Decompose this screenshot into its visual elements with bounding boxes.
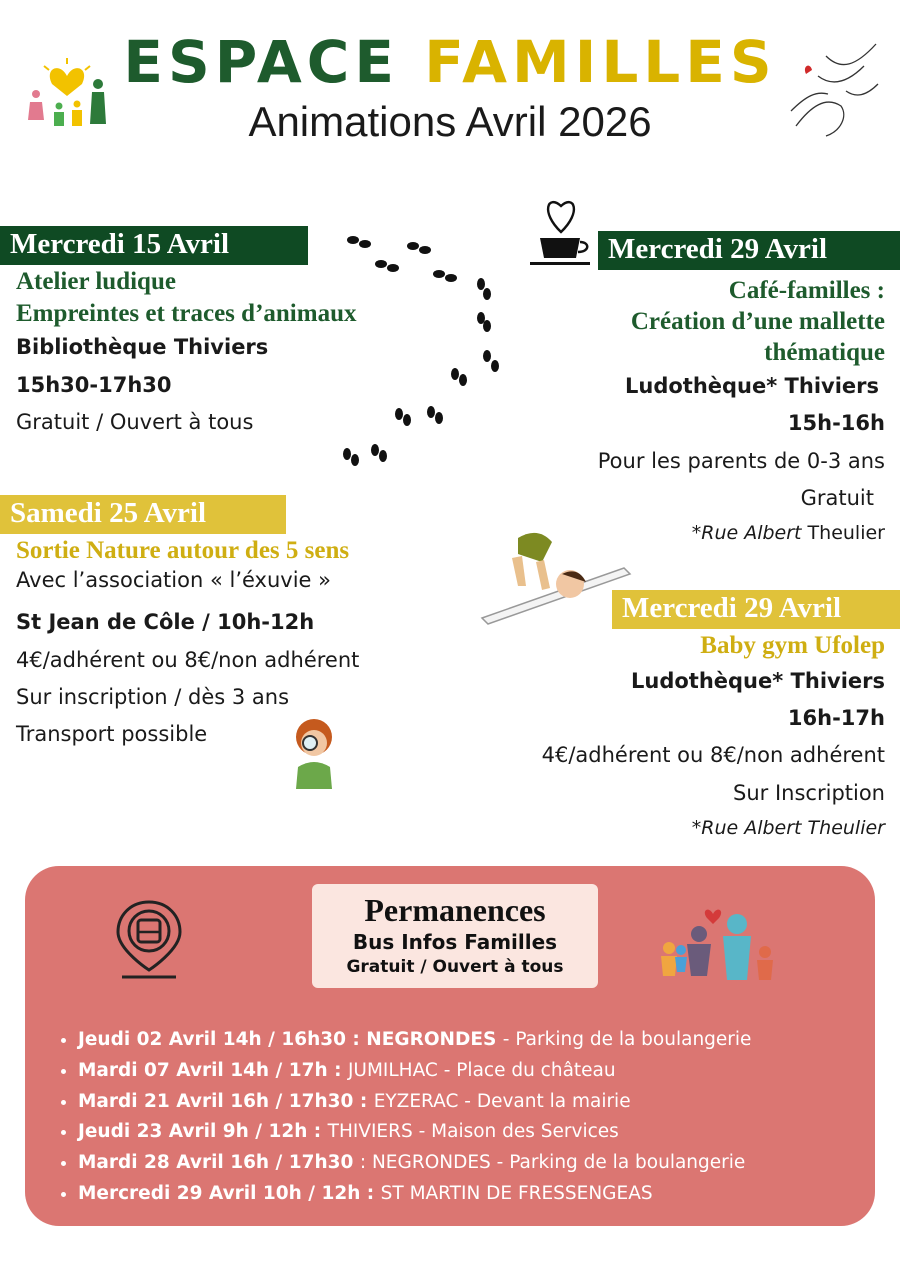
title-word-familles: FAMILLES <box>424 28 777 96</box>
schedule-item-when: Jeudi 23 Avril 9h / 12h : <box>78 1121 328 1143</box>
event3-transport: Transport possible <box>16 722 208 746</box>
event4-date-banner: Mercredi 29 Avril <box>612 590 900 629</box>
family-heart-logo-icon <box>22 54 112 134</box>
schedule-item-when: Jeudi 02 Avril 14h / 16h30 : NEGRONDES <box>78 1029 503 1050</box>
event4-price: 4€/adhérent ou 8€/non adhérent <box>541 743 885 767</box>
animal-footprints-icon <box>335 228 515 473</box>
family-group-icon <box>655 900 783 996</box>
event2-place: Ludothèque* Thiviers <box>625 374 879 398</box>
permanences-title: Permanences <box>364 892 546 928</box>
coffee-cup-heart-icon <box>528 192 594 268</box>
event1-date-banner: Mercredi 15 Avril <box>0 226 308 265</box>
event3-title: Sortie Nature autour des 5 sens <box>16 537 350 564</box>
event2-note-italic: *Rue Albert <box>691 522 802 544</box>
schedule-item-when: Mercredi 29 Avril 10h / 12h : <box>78 1182 381 1204</box>
schedule-item <box>78 1087 751 1118</box>
schedule-item-where: THIVIERS - Maison des Services <box>327 1121 619 1143</box>
hands-heart-icon <box>786 36 886 148</box>
event4-place: Ludothèque* Thiviers <box>631 669 885 693</box>
bus-location-pin-icon <box>112 898 186 980</box>
event4-time: 16h-17h <box>787 706 885 730</box>
schedule-item <box>78 1056 751 1087</box>
event2-note-regular: Theulier <box>801 522 885 544</box>
schedule-item-when: Mardi 21 Avril 16h / 17h30 : <box>78 1090 374 1112</box>
event2-price: Gratuit <box>800 486 874 510</box>
event3-date-banner: Samedi 25 Avril <box>0 495 286 534</box>
schedule-item-where: : NEGRONDES - Parking de la boulangerie <box>359 1152 746 1174</box>
schedule-item-where: - Parking de la boulangerie <box>502 1029 752 1050</box>
event2-title1: Café-familles : <box>728 277 885 304</box>
schedule-item-where: JUMILHAC - Place du château <box>347 1059 616 1081</box>
schedule-item-when: Mardi 07 Avril 14h / 17h : <box>78 1059 348 1081</box>
schedule-item-when: Mardi 28 Avril 16h / 17h30 <box>78 1152 360 1174</box>
schedule-item <box>78 1148 751 1179</box>
permanences-info: Gratuit / Ouvert à tous <box>346 957 564 977</box>
baby-gym-mat-icon <box>478 522 634 628</box>
schedule-item <box>78 1025 751 1056</box>
event3-with: Avec l’association « l’éxuvie » <box>16 568 331 592</box>
event4-title: Baby gym Ufolep <box>700 632 885 659</box>
page-title <box>0 28 900 96</box>
title-word-espace: ESPACE <box>123 28 399 96</box>
event4-registration: Sur Inscription <box>733 781 885 805</box>
event2-title3: thématique <box>764 339 885 366</box>
event2-audience: Pour les parents de 0-3 ans <box>597 449 885 473</box>
event4-note: *Rue Albert Theulier <box>691 817 885 839</box>
event1-title2: Empreintes et traces d’animaux <box>16 300 357 327</box>
page-subtitle: Animations Avril 2026 <box>248 98 652 145</box>
permanences-title-box <box>312 884 598 988</box>
schedule-item-where: ST MARTIN DE FRESSENGEAS <box>380 1182 653 1204</box>
event2-time: 15h-16h <box>787 411 885 435</box>
schedule-item <box>78 1179 751 1210</box>
permanences-schedule-list <box>58 1025 751 1210</box>
event1-price: Gratuit / Ouvert à tous <box>16 410 254 434</box>
event1-time: 15h30-17h30 <box>16 373 172 397</box>
child-magnifier-icon <box>290 715 340 791</box>
event1-title1: Atelier ludique <box>16 268 176 295</box>
event3-registration: Sur inscription / dès 3 ans <box>16 685 290 709</box>
permanences-subtitle: Bus Infos Familles <box>352 930 558 954</box>
event3-price: 4€/adhérent ou 8€/non adhérent <box>16 648 360 672</box>
event2-note <box>692 522 885 544</box>
event3-place-time: St Jean de Côle / 10h-12h <box>16 610 315 634</box>
schedule-item-where: EYZERAC - Devant la mairie <box>373 1090 631 1112</box>
schedule-item <box>78 1117 751 1148</box>
event2-date-banner: Mercredi 29 Avril <box>598 231 900 270</box>
event2-title2: Création d’une mallette <box>630 308 885 335</box>
event1-place: Bibliothèque Thiviers <box>16 335 269 359</box>
